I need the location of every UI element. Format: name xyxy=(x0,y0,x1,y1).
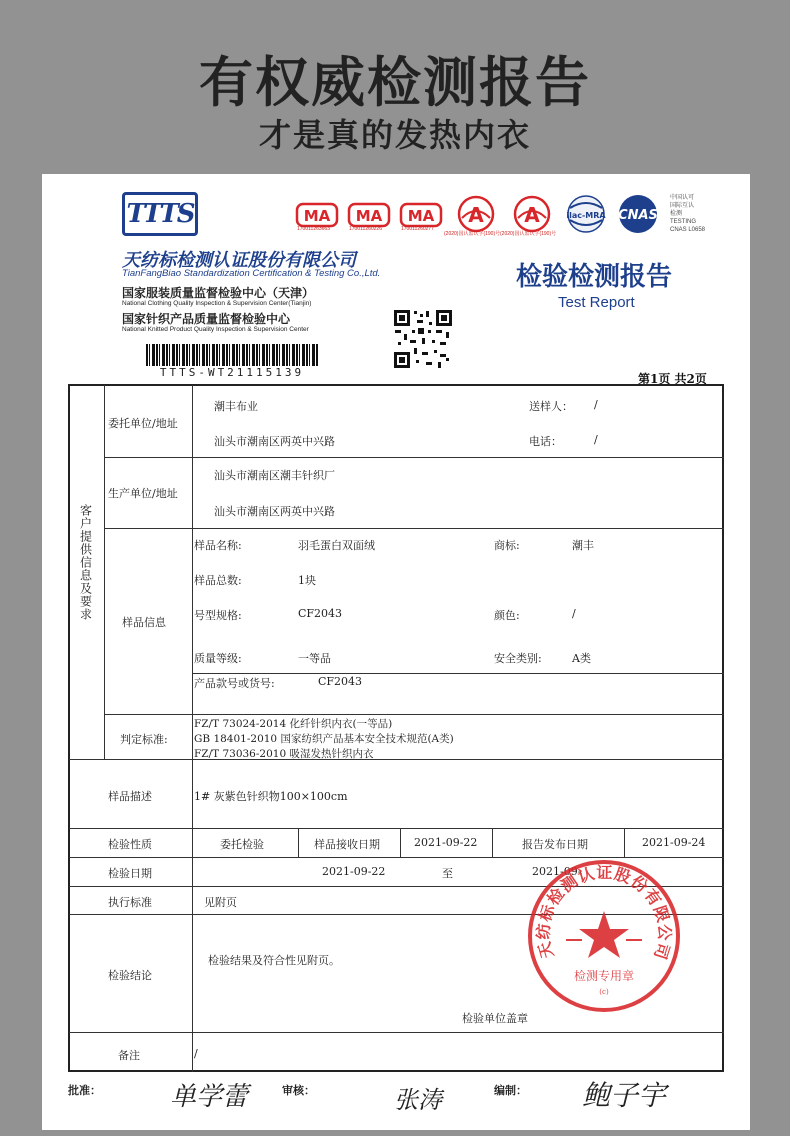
cma-number-3: 170011260277 xyxy=(401,226,434,232)
center2-en: National Knitted Product Quality Inspection & Supervision Center xyxy=(122,326,309,333)
ttts-logo xyxy=(122,192,198,236)
desc-label: 样品描述 xyxy=(108,790,152,803)
producer-label: 生产单位/地址 xyxy=(108,487,178,500)
color-value: / xyxy=(572,607,576,620)
standard-line-3: FZ/T 73036-2010 吸湿发热针织内衣 xyxy=(194,748,374,760)
issue-label: 报告发布日期 xyxy=(522,838,588,851)
red-stamp xyxy=(524,856,684,1016)
desc-value: 1# 灰紫色针织物100×100cm xyxy=(194,790,348,803)
approve-signature: 单学蕾 xyxy=(170,1082,249,1112)
standard-line-1: FZ/T 73024-2014 化纤针织内衣(一等品) xyxy=(194,718,393,730)
sample-name: 羽毛蛋白双面绒 xyxy=(298,539,375,552)
approve-label: 批准： xyxy=(68,1084,101,1097)
cnas-line-2: 国际互认 xyxy=(670,203,695,209)
center1-en: National Clothing Quality Inspection & Supervision Center(Tianjin) xyxy=(122,300,312,307)
cnas-line-1: 中国认可 xyxy=(670,195,695,201)
cnas-line-3: 检测 xyxy=(670,211,683,217)
color-label: 颜色: xyxy=(494,609,520,622)
review-label: 审核： xyxy=(282,1084,315,1097)
phone-label: 电话： xyxy=(529,435,562,448)
svg-text:MA: MA xyxy=(303,207,331,225)
client-label: 委托单位/地址 xyxy=(108,417,178,430)
grade-label: 质量等级: xyxy=(194,652,242,665)
compile-signature: 鲍子宇 xyxy=(582,1079,667,1112)
stamp-small-text: (c) xyxy=(599,988,609,996)
cal-number-2: (2020)国认监认字(190)号 xyxy=(500,231,557,237)
model-value: CF2043 xyxy=(298,607,343,620)
company-name-en: TianFangBiao Standardization Certification & Testing Co.,Ltd. xyxy=(122,268,381,279)
report-title-en: Test Report xyxy=(558,294,635,311)
review-signature: 张涛 xyxy=(394,1086,442,1114)
producer-name: 汕头市潮南区潮丰针织厂 xyxy=(214,469,335,482)
cnas-text: CNAS xyxy=(618,208,658,223)
test-report-paper xyxy=(42,174,750,1130)
brand-label: 商标: xyxy=(494,539,520,552)
svg-text:A: A xyxy=(524,203,540,227)
company-name-cn: 天纺标检测认证股份有限公司 xyxy=(122,250,356,271)
product-no-label: 产品款号或货号: xyxy=(194,677,275,690)
quantity-label: 样品总数: xyxy=(194,574,242,587)
report-title-cn: 检验检测报告 xyxy=(516,262,673,292)
phone-value: / xyxy=(594,433,598,446)
cal-number-1: (2020)国认监认字(190)号 xyxy=(444,231,501,237)
side-label-text: 客户提供信息及要求 xyxy=(78,504,93,621)
nature-value: 委托检验 xyxy=(220,838,264,851)
issue-date: 2021-09-24 xyxy=(642,836,706,849)
stamp-ring-text: 天纺标检测认证股份有限公司 xyxy=(533,862,675,963)
standard-line-2: GB 18401-2010 国家纺织产品基本安全技术规范(A类) xyxy=(194,733,454,745)
inspect-date-label: 检验日期 xyxy=(108,867,152,880)
safety-label: 安全类别: xyxy=(494,652,542,665)
stamp-center-text: 检测专用章 xyxy=(573,969,635,983)
svg-text:A: A xyxy=(468,203,484,227)
subline: 才是真的发热内衣 xyxy=(258,116,531,154)
nature-label: 检验性质 xyxy=(108,838,152,851)
product-no-value: CF2043 xyxy=(318,675,363,688)
sender-value: / xyxy=(594,398,598,411)
sample-info-label: 样品信息 xyxy=(122,616,166,629)
quantity-value: 1块 xyxy=(298,574,316,587)
remark-label: 备注 xyxy=(118,1049,140,1062)
cma-number-1: 170011263663 xyxy=(297,226,330,232)
logo-text: TTTS xyxy=(126,199,194,229)
safety-value: A类 xyxy=(572,652,591,665)
barcode-number: TTTS-WT21115139 xyxy=(159,366,305,379)
sender-label: 送样人： xyxy=(529,400,573,413)
svg-text:MA: MA xyxy=(407,207,435,225)
cnas-small-text xyxy=(670,194,705,234)
receive-label: 样品接收日期 xyxy=(314,838,380,851)
barcode xyxy=(146,344,318,366)
exec-label: 执行标准 xyxy=(108,896,152,909)
inspect-from: 2021-09-22 xyxy=(322,865,386,878)
model-label: 号型规格: xyxy=(194,609,242,622)
remark-value: / xyxy=(194,1047,198,1060)
cnas-line-5: CNAS L0658 xyxy=(670,227,706,233)
svg-text:MA: MA xyxy=(355,207,383,225)
center1-cn: 国家服装质量监督检验中心（天津） xyxy=(122,286,315,300)
receive-date: 2021-09-22 xyxy=(414,836,478,849)
center2-cn: 国家针织产品质量监督检验中心 xyxy=(122,312,291,326)
cma-number-2: 170011260226 xyxy=(349,226,382,232)
ilac-text: ilac-MRA xyxy=(566,211,606,220)
grade-value: 一等品 xyxy=(298,652,331,665)
producer-address: 汕头市潮南区两英中兴路 xyxy=(214,505,335,518)
side-label xyxy=(70,504,102,621)
headline: 有权威检测报告 xyxy=(199,51,591,114)
exec-value: 见附页 xyxy=(204,896,237,909)
conclusion-seal-label: 检验单位盖章 xyxy=(462,1012,528,1025)
cnas-line-4: TESTING xyxy=(670,219,697,225)
client-name: 潮丰布业 xyxy=(214,400,258,413)
ilac-mra-mark xyxy=(564,194,608,238)
brand-value: 潮丰 xyxy=(572,539,594,552)
qr-code xyxy=(392,308,454,370)
conclusion-label: 检验结论 xyxy=(108,969,152,982)
sample-name-label: 样品名称: xyxy=(194,539,242,552)
compile-label: 编制： xyxy=(494,1084,527,1097)
client-address: 汕头市潮南区两英中兴路 xyxy=(214,435,335,448)
inspect-to-word: 至 xyxy=(442,867,453,880)
inspect-to: 2021-09- xyxy=(532,865,582,878)
cnas-mark xyxy=(614,194,668,238)
conclusion-value: 检验结果及符合性见附页。 xyxy=(208,954,340,967)
standard-label: 判定标准: xyxy=(120,733,168,746)
page-info: 第1页 共2页 xyxy=(638,372,707,386)
